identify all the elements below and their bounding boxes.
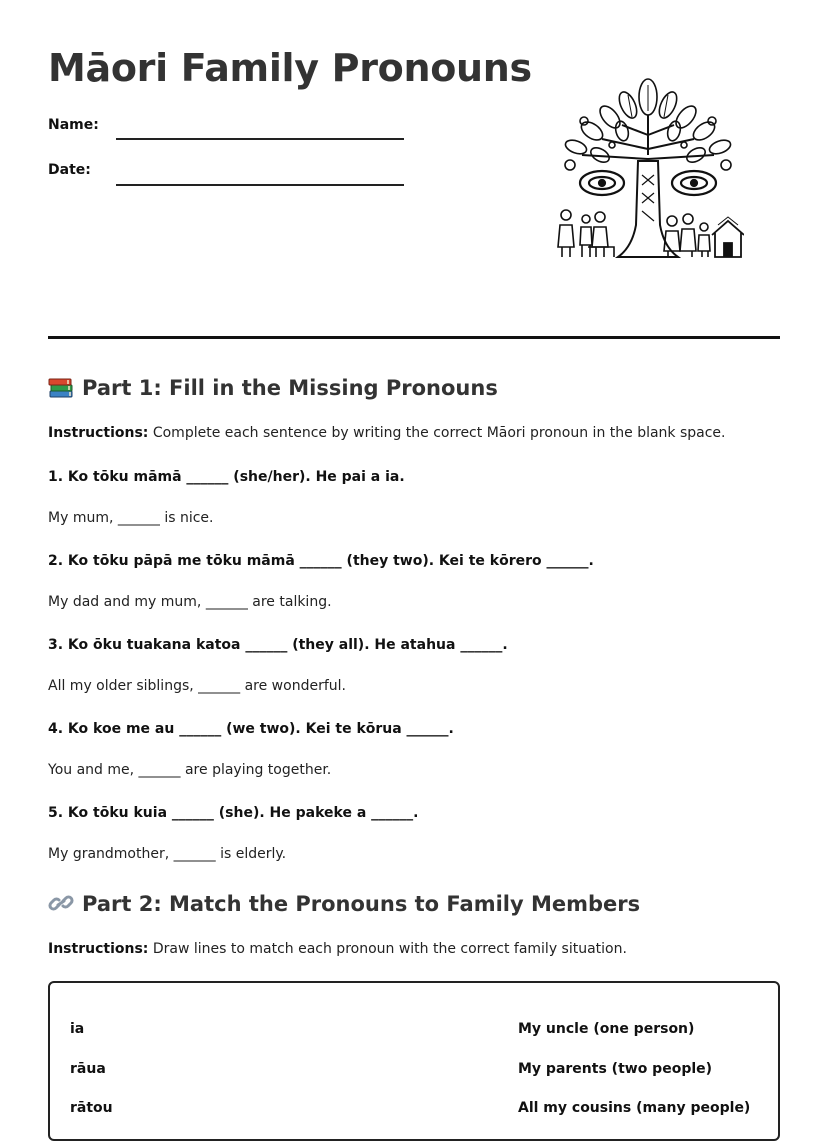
situation-item[interactable]: My uncle (one person) [518,1021,695,1037]
pronoun-item[interactable]: rāua [70,1061,106,1077]
part2-instructions [48,941,627,957]
question-4-maori: 4. Ko koe me au ______ (we two). Kei te kōrua ______. [48,721,454,737]
question-2-english: My dad and my mum, ______ are talking. [48,594,332,610]
part1-instructions [48,425,726,441]
part2-instructions-text: Draw lines to match each pronoun with the correct family situation. [148,941,627,957]
matching-box [48,981,780,1141]
page-title: Māori Family Pronouns [48,46,532,90]
family-people-left [558,210,614,257]
part1-instructions-label: Instructions: [48,425,149,441]
question-2-maori: 2. Ko tōku pāpā me tōku māmā ______ (they two). Kei te kōrero ______. [48,553,594,569]
question-3-maori: 3. Ko ōku tuakana katoa ______ (they all). He atahua ______. [48,637,508,653]
family-tree-illustration [552,75,744,265]
part1-heading-text: Part 1: Fill in the Missing Pronouns [82,376,498,400]
question-5-maori: 5. Ko tōku kuia ______ (she). He pakeke a ______. [48,805,419,821]
books-icon [48,375,74,399]
part1-heading [48,375,498,400]
situation-item[interactable]: My parents (two people) [518,1061,713,1077]
pronoun-item[interactable]: rātou [70,1100,113,1116]
wharenui-house [712,217,744,257]
question-1-english: My mum, ______ is nice. [48,510,214,526]
part1-instructions-text: Complete each sentence by writing the correct Māori pronoun in the blank space. [148,425,726,441]
question-5-english: My grandmother, ______ is elderly. [48,846,287,862]
date-line [116,184,404,186]
name-line [116,138,404,140]
part2-heading [48,891,640,916]
question-3-english: All my older siblings, ______ are wonderful. [48,678,346,694]
link-icon [48,891,74,915]
question-4-english: You and me, ______ are playing together. [48,762,332,778]
family-people-right [664,214,710,257]
part2-instructions-label: Instructions: [48,941,149,957]
part2-heading-text: Part 2: Match the Pronouns to Family Members [82,892,641,916]
name-label: Name: [48,117,99,133]
question-1-maori: 1. Ko tōku māmā ______ (she/her). He pai a ia. [48,469,405,485]
pronoun-item[interactable]: ia [70,1021,85,1037]
header-divider [48,336,780,339]
situation-item[interactable]: All my cousins (many people) [518,1100,751,1116]
tree-trunk [618,161,678,257]
date-label: Date: [48,162,91,178]
